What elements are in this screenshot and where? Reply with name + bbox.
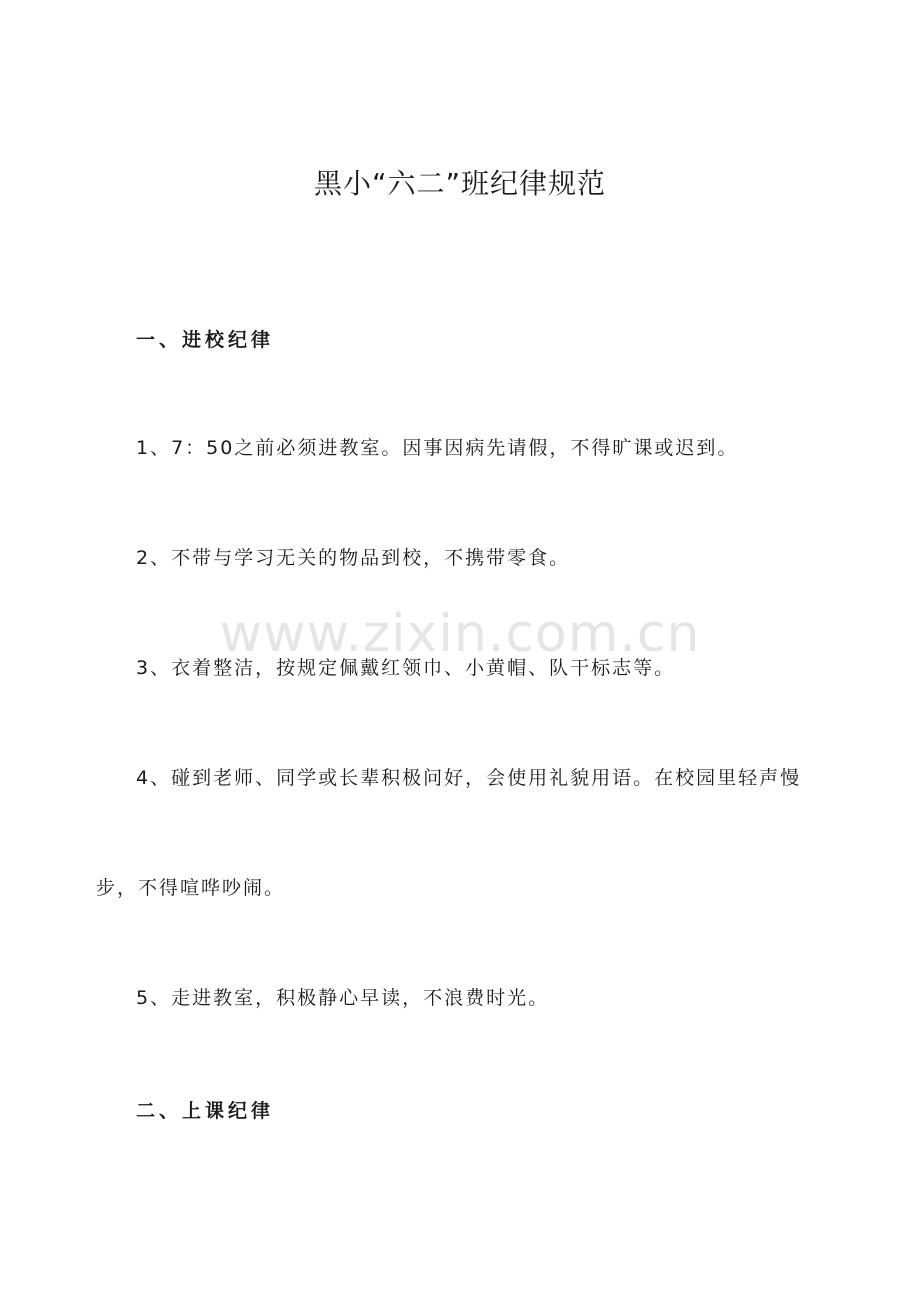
- rule-item-4: 4、碰到老师、同学或长辈积极问好，会使用礼貌用语。在校园里轻声慢: [136, 767, 802, 789]
- watermark: www.zixin.com.cn: [219, 604, 701, 664]
- rule-item-2: 2、不带与学习无关的物品到校，不携带零食。: [136, 547, 571, 569]
- rule-item-1: 1、7：50之前必须进教室。因事因病先请假，不得旷课或迟到。: [136, 437, 739, 459]
- section-heading-entering-school: 一、进校纪律: [136, 329, 275, 351]
- section-heading-class-discipline: 二、上课纪律: [136, 1100, 275, 1122]
- rule-item-4-continuation: 步，不得喧哗吵闹。: [96, 877, 286, 899]
- document-title: 黑小“六二”班纪律规范: [313, 167, 606, 200]
- rule-item-3: 3、衣着整洁，按规定佩戴红领巾、小黄帽、队干标志等。: [136, 657, 676, 679]
- rule-item-5: 5、走进教室，积极静心早读，不浪费时光。: [136, 987, 550, 1009]
